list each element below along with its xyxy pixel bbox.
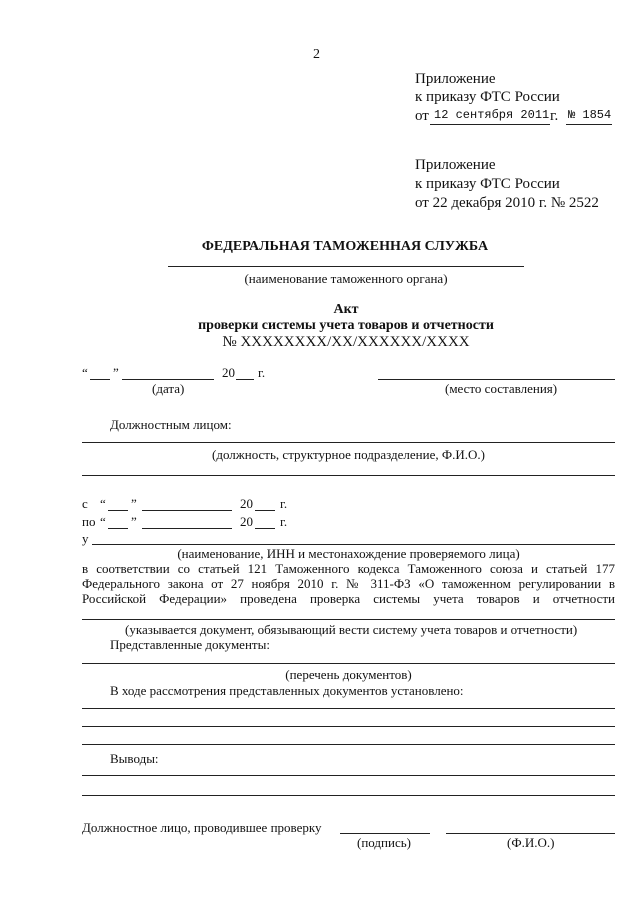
day-blank [90,379,110,380]
conclusions-line-1 [82,775,615,776]
year-suffix: г. [280,514,288,529]
submitted-docs-caption: (перечень документов) [285,667,412,682]
appendix-title-2: Приложение [415,157,496,173]
document-caption: (указывается документ, обязывающий вести систему учета товаров и отчетности) [125,622,578,637]
name-line [446,833,615,834]
submitted-docs-line [82,663,615,664]
findings-line-3 [82,744,615,745]
month-blank [142,510,232,511]
day-blank [108,510,128,511]
body-line-2: Федерального закона от 27 ноября 2010 г. № 311-ФЗ «О таможенном регулировании в [82,576,615,591]
findings-line-2 [82,726,615,727]
place-caption: (место составления) [445,381,558,396]
entity-caption: (наименование, ИНН и местонахождение проверяемого лица) [177,546,520,561]
name-caption: (Ф.И.О.) [507,835,555,850]
year-suffix: г. [280,496,288,511]
handwritten-number: № 1854 [568,108,612,122]
agency-title: ФЕДЕРАЛЬНАЯ ТАМОЖЕННАЯ СЛУЖБА [201,239,489,254]
month-blank [142,528,232,529]
quote-close: ” [131,496,137,511]
from-label: с [82,496,88,511]
official-caption: (должность, структурное подразделение, Ф.И.О.) [212,447,485,462]
act-subtitle: проверки системы учета товаров и отчетности [198,318,494,333]
date-underline [430,124,550,125]
at-label: у [82,531,89,546]
place-blank [378,379,615,380]
appendix-order-ref: к приказу ФТС России [415,89,560,105]
act-number: № XXXXXXXX/XX/XXXXXX/XXXX [222,334,470,350]
year-suffix: г. [258,365,266,380]
submitted-docs-label: Представленные документы: [110,637,270,652]
signature-line [340,833,430,834]
page-number: 2 [313,47,320,62]
conclusions-label: Выводы: [110,751,159,766]
official-label: Должностным лицом: [110,417,232,432]
signature-caption: (подпись) [357,835,411,850]
handwritten-date: 12 сентября 2011 [434,108,550,122]
year-blank [255,528,275,529]
year-blank [255,510,275,511]
findings-label: В ходе рассмотрения представленных документов установлено: [110,683,464,698]
quote-open: “ [100,496,106,511]
document-line [82,619,615,620]
year-suffix: г. [550,108,559,124]
appendix-title: Приложение [415,71,496,87]
customs-body-caption: (наименование таможенного органа) [244,271,448,286]
year-prefix: 20 [222,365,235,380]
appendix-date-prefix: от [415,108,429,124]
official-line-2 [82,475,615,476]
quote-close: ” [113,365,119,380]
to-label: по [82,514,96,529]
year-prefix: 20 [240,496,253,511]
month-blank [122,379,214,380]
body-line-3: Российской Федерации» проведена проверка системы учета товаров и отчетности [82,591,615,606]
entity-line [92,544,615,545]
body-line-1: в соответствии со статьей 121 Таможенного кодекса Таможенного союза и статьей 177 [82,561,615,576]
official-line-1 [82,442,615,443]
year-prefix: 20 [240,514,253,529]
quote-open: “ [100,514,106,529]
date-caption: (дата) [152,381,185,396]
appendix-date-number-2: от 22 декабря 2010 г. № 2522 [415,195,599,211]
customs-body-line [168,266,524,267]
number-underline [566,124,612,125]
signature-label: Должностное лицо, проводившее проверку [82,820,322,835]
findings-line-1 [82,708,615,709]
conclusions-line-2 [82,795,615,796]
quote-close: ” [131,514,137,529]
year-blank [236,379,254,380]
quote-open: “ [82,365,88,380]
act-title: Акт [333,302,359,317]
appendix-order-ref-2: к приказу ФТС России [415,176,560,192]
day-blank [108,528,128,529]
